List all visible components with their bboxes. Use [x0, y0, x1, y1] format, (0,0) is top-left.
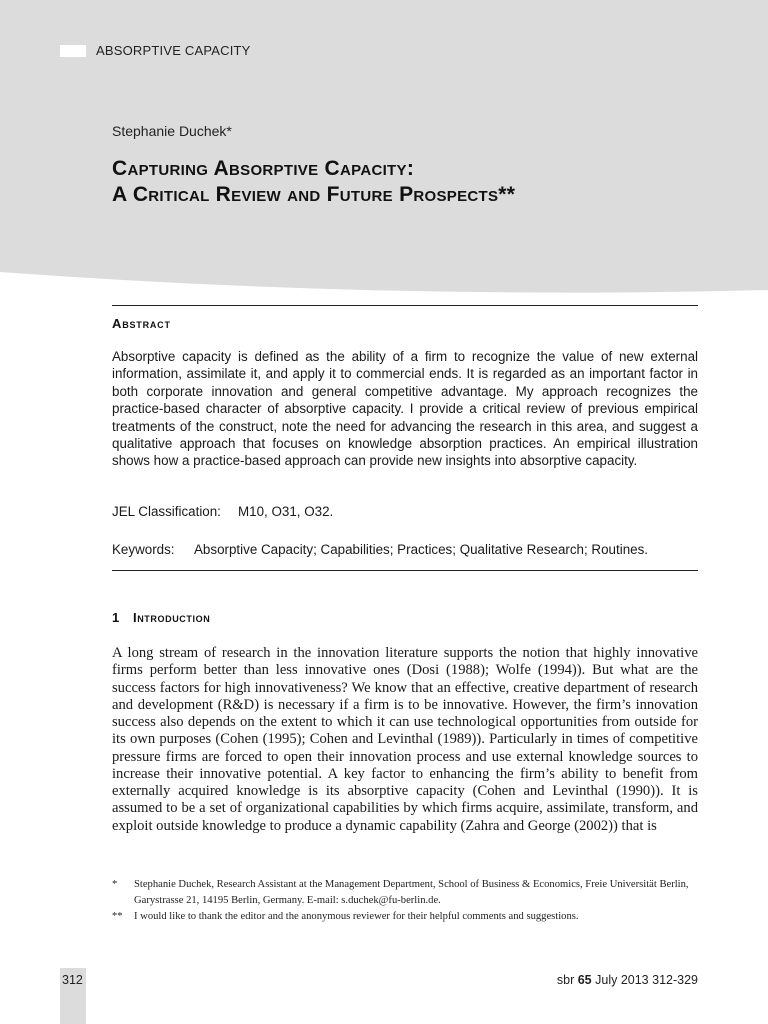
abstract-top-rule	[112, 305, 698, 306]
journal-info	[557, 973, 698, 987]
abstract-text: Absorptive capacity is defined as the ability of a firm to recognize the value of new external information, assimilate it, and apply it to commercial ends. It is regarded as an important factor in both corporate innovation and general competitive advantage. My approach recognizes the practice-based character of absorptive capacity. I provide a critical review of previous empirical treatments of the construct, note the need for advancing the research in this area, and suggest a qualitative approach that focuses on knowledge absorption practices. An empirical illustration shows how a practice-based approach can provide new insights into absorptive capacity.	[112, 349, 698, 469]
footnote-text: Stephanie Duchek, Research Assistant at the Management Department, School of Business & Economics, Freie Universität Berlin, Garystrasse 21, 14195 Berlin, Germany. E-mail: s.duchek@fu-berlin.de.	[134, 879, 689, 906]
footnote	[112, 909, 698, 925]
keywords-label: Keywords:	[112, 542, 175, 557]
author-name: Stephanie Duchek*	[112, 123, 232, 139]
section-title: Introduction	[133, 610, 211, 625]
section-body-text: A long stream of research in the innovation literature supports the notion that highly innovative firms perform better than less innovative ones (Dosi (1988); Wolfe (1994)). But what are the success factors for high innovativeness? We know that an effective, creative department of research and development (R&D) is necessary if a firm is to be innovative. However, the firm’s innovation success also depends on the extent to which it can use technological opportunities from outside for its own purposes (Cohen (1995); Cohen and Levinthal (1989)). Particularly in times of competitive pressure firms are forced to open their innovation process and use external knowledge sources to increase their innovative potential. A key factor to enhancing the firm’s ability to benefit from externally acquired knowledge is its absorptive capacity (Cohen and Levinthal (1990)). It is assumed to be a set of organizational capabilities by which firms acquire, assimilate, transform, and exploit outside knowledge to produce a dynamic capability (Zahra and George (2002)) that is	[112, 645, 698, 834]
footnote-text: I would like to thank the editor and the anonymous reviewer for their helpful comments and suggestions.	[134, 911, 579, 922]
title-line-2: A Critical Review and Future Prospects**	[112, 183, 516, 206]
title-line-1: Capturing Absorptive Capacity:	[112, 157, 415, 180]
journal-name: sbr	[556, 973, 575, 987]
jel-value: M10, O31, O32.	[238, 504, 334, 519]
running-head-marker	[60, 45, 86, 57]
jel-label: JEL Classification:	[112, 504, 221, 519]
paper-title	[112, 156, 515, 208]
journal-pages: 312-329	[652, 973, 698, 987]
journal-volume: 65	[577, 973, 592, 987]
keywords	[112, 542, 648, 557]
keywords-value: Absorptive Capacity; Capabilities; Practices; Qualitative Research; Routines.	[194, 542, 649, 557]
journal-date: July 2013	[595, 973, 649, 987]
abstract-bottom-rule	[112, 570, 698, 571]
abstract-heading: Abstract	[112, 316, 171, 331]
section-number: 1	[112, 610, 120, 625]
footnote-mark: *	[112, 879, 118, 890]
footnotes	[112, 877, 698, 925]
footnote	[112, 877, 698, 909]
running-head: ABSORPTIVE CAPACITY	[96, 43, 251, 58]
footnote-mark: **	[112, 911, 123, 922]
page-number: 312	[62, 973, 83, 987]
jel-classification	[112, 504, 333, 519]
section-heading	[112, 610, 210, 625]
